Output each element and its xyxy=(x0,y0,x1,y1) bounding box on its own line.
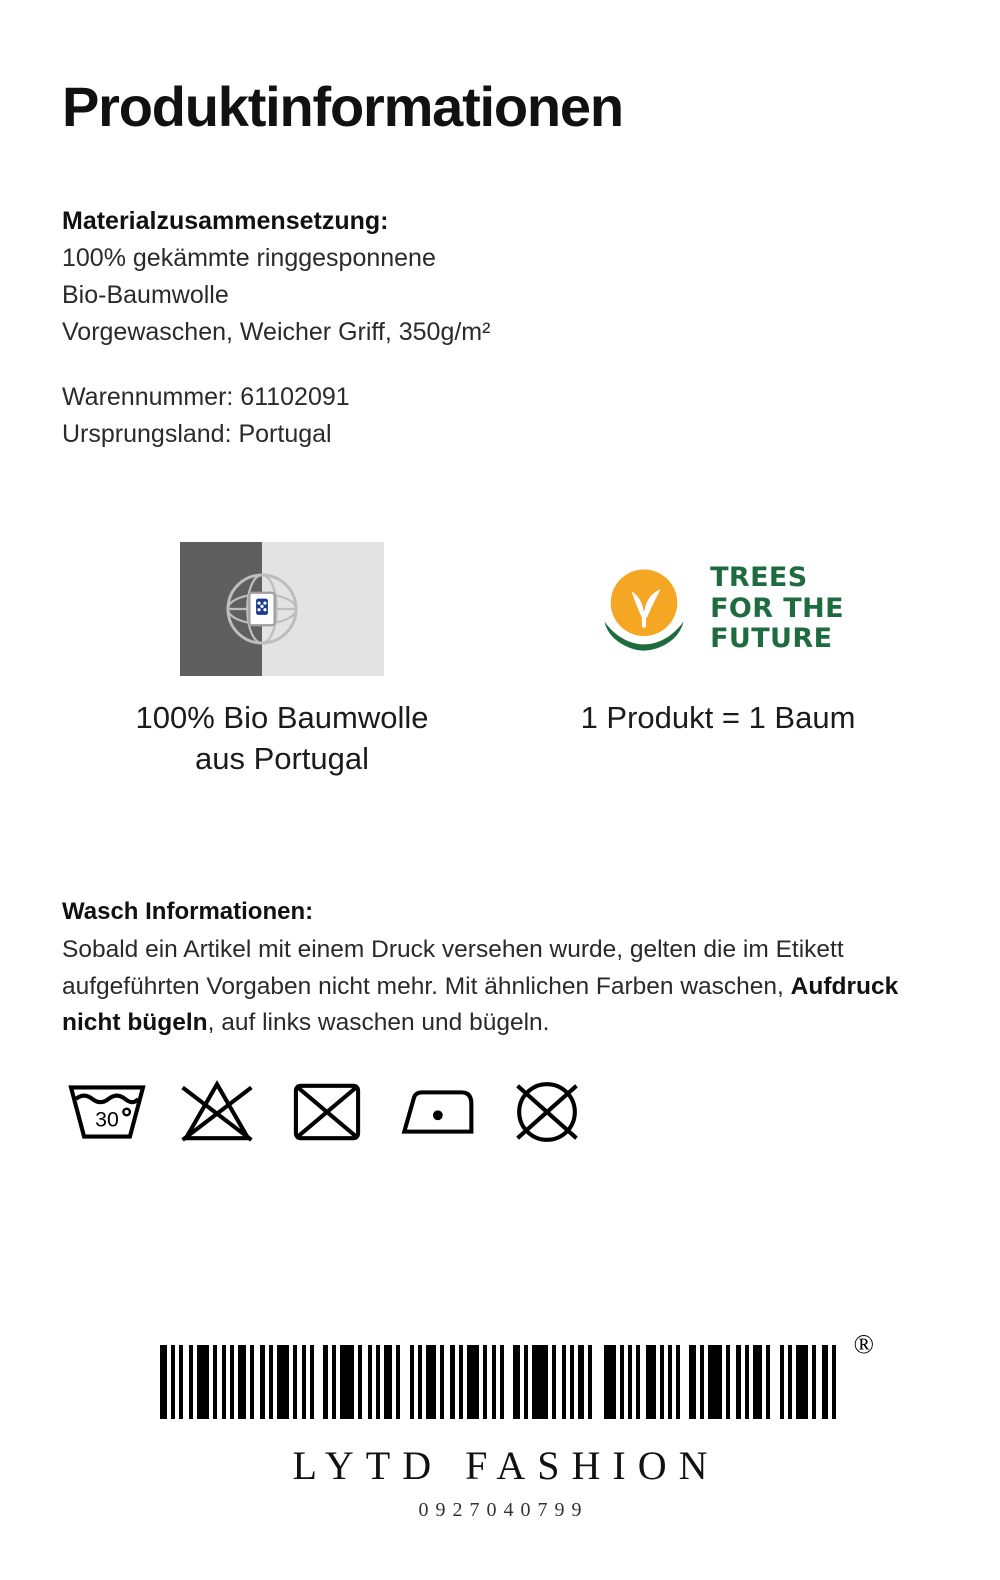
badge-caption-trees-line1: 1 Produkt = 1 Baum xyxy=(580,699,856,735)
wash-text-part2: , auf links waschen und bügeln. xyxy=(207,1009,550,1037)
brand-name: LYTD FASHION xyxy=(292,1443,720,1488)
product-information-page xyxy=(0,75,1000,1580)
badge-caption-organic xyxy=(72,697,492,780)
wash-text-bold: Aufdruck nicht bügeln xyxy=(62,972,899,1037)
trees-logo-line1: TREES xyxy=(710,562,808,594)
iron-low-heat-icon xyxy=(396,1076,478,1148)
material-composition-block xyxy=(62,203,938,453)
registered-mark: ® xyxy=(853,1329,874,1359)
do-not-dry-clean-icon xyxy=(506,1076,588,1148)
material-line-1: 100% gekämmte ringgesponnene xyxy=(62,243,436,272)
wash-temp-label: 30 xyxy=(95,1107,119,1132)
country-of-origin-line: Ursprungsland: Portugal xyxy=(62,419,332,448)
footer-brand xyxy=(0,1329,1000,1522)
trees-for-the-future-logo xyxy=(592,557,844,661)
badge-caption-organic-line1: 100% Bio Baumwolle xyxy=(135,699,429,735)
wash-30-degrees-icon xyxy=(66,1076,148,1148)
material-spacer xyxy=(62,351,938,379)
badge-art-trees xyxy=(508,539,928,679)
material-line-2: Bio-Baumwolle xyxy=(62,280,229,309)
trees-logo-line2: FOR THE xyxy=(710,592,844,624)
portugal-flag-icon xyxy=(180,542,384,676)
badge-organic-cotton xyxy=(72,539,492,780)
article-number-line: Warennummer: 61102091 xyxy=(62,382,350,411)
page-title: Produktinformationen xyxy=(62,75,623,138)
material-label: Materialzusammensetzung xyxy=(62,206,381,235)
do-not-bleach-icon xyxy=(176,1076,258,1148)
trees-logo-line3: FUTURE xyxy=(710,622,833,654)
badge-caption-trees xyxy=(508,697,928,739)
badge-caption-organic-line2: aus Portugal xyxy=(194,741,370,777)
tree-in-hand-icon xyxy=(592,557,696,661)
barcode-icon xyxy=(160,1345,840,1419)
badge-art-flag xyxy=(72,539,492,679)
material-label-line xyxy=(62,203,938,240)
wash-symbols-row xyxy=(62,1076,938,1148)
wash-heading: Wasch Informationen: xyxy=(62,897,314,925)
do-not-tumble-dry-icon xyxy=(286,1076,368,1148)
wash-body xyxy=(62,932,938,1042)
armillary-sphere-icon xyxy=(225,572,299,646)
trees-logo-text xyxy=(710,563,844,654)
brand-code: 0927040799 xyxy=(418,1499,589,1521)
barcode-wrapper xyxy=(160,1329,874,1419)
badge-trees-for-the-future xyxy=(508,539,928,739)
wash-text-part1: Sobald ein Artikel mit einem Druck versehen wurde, gelten die im Etikett aufgeführten Vorgaben nicht mehr. Mit ähnlichen Farben waschen, xyxy=(62,935,844,1000)
material-label-colon: : xyxy=(380,206,389,235)
material-line-3: Vorgewaschen, Weicher Griff, 350g/m² xyxy=(62,317,491,346)
wash-information-block xyxy=(62,898,938,1148)
badges-row xyxy=(62,539,938,780)
